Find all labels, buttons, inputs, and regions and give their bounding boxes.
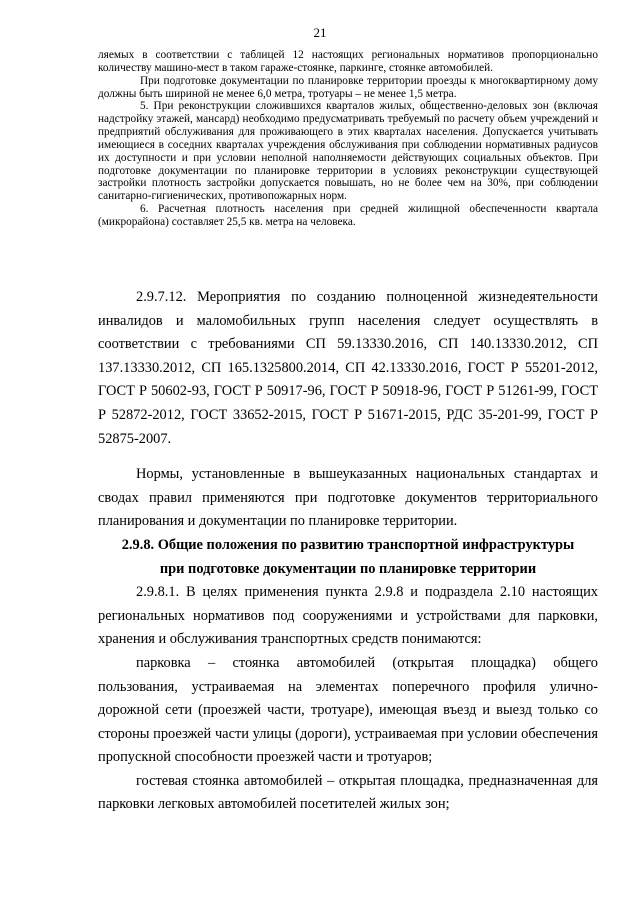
page-number: 21: [313, 25, 327, 40]
main-text: [98, 286, 598, 817]
note-5-reconstruction: 5. При реконструкции сложившихся кварталов жилых, общественно-деловых зон (включая надстройку этажей, мансард) необходимо предусматривать требуемый по расчету объем учреждений и предприятий обслуживания для проживающего в этих кварталах населения. Допускается учитывать имеющиеся в соседних кварталах учреждения обслуживания при соблюдении нормативных радиусов их доступности и при условии неполной наполняемости действующих социальных объектов. При подготовке документации по планировке территории в условиях реконструкции существующей застройки плотность застройки допускается повышать, но не более чем на 30%, при соблюдении санитарно-гигиенических, противопожарных норм.: [98, 100, 598, 203]
note-driveways: При подготовке документации по планировке территории проезды к многоквартирному дому должны быть шириной не менее 6,0 метра, тротуары – не менее 1,5 метра.: [98, 74, 598, 100]
paragraph-2-9-7-12: 2.9.7.12. Мероприятия по созданию полноценной жизнедеятельности инвалидов и маломобильных групп населения следует осуществлять в соответствии с требованиями СП 59.13330.2016, СП 140.13330.2012, СП 137.13330.2012, СП 165.1325800.2014, СП 42.13330.2016, ГОСТ Р 55201-2012, ГОСТ Р 50602-93, ГОСТ Р 50917-96, ГОСТ Р 50918-96, ГОСТ Р 51261-99, ГОСТ Р 52872-2012, ГОСТ 33652-2015, ГОСТ Р 51671-2015, РДС 35-201-99, ГОСТ Р 52875-2007.: [98, 289, 598, 447]
heading-line-1: 2.9.8. Общие положения по развитию транспортной инфраструктуры: [121, 536, 575, 553]
note-continuation: ляемых в соответствии с таблицей 12 настоящих региональных нормативов пропорционально количеству машино-мест в таком гараже-стоянке, паркинге, стоянке автомобилей.: [98, 49, 598, 74]
section-heading-2-9-8: [98, 534, 598, 581]
definition-guest-parking: гостевая стоянка автомобилей – открытая площадка, предназначенная для парковки легковых автомобилей посетителей жилых зон;: [98, 772, 598, 813]
definition-parking: парковка – стоянка автомобилей (открытая площадка) общего пользования, устраиваемая на элементах поперечного профиля улично-дорожной сети (проезжей части, тротуаре), имеющая въезд и выезд только со стороны проезжей части улицы (дороги), устраиваемая при условии обеспечения пропускной способности проезжей части и тротуаров;: [98, 654, 598, 766]
paragraph-norms: Нормы, установленные в вышеуказанных национальных стандартах и сводах правил применяются при подготовке документов территориального планирования и документации по планировке территории.: [98, 466, 598, 530]
heading-line-2: при подготовке документации по планировке территории: [159, 560, 537, 577]
table-notes: [98, 49, 598, 229]
paragraph-2-9-8-1: 2.9.8.1. В целях применения пункта 2.9.8 и подраздела 2.10 настоящих региональных нормативов под сооружениями и устройствами для парковки, хранения и обслуживания транспортных средств понимаются:: [98, 584, 598, 648]
note-6-density: 6. Расчетная плотность населения при средней жилищной обеспеченности квартала (микрорайона) составляет 25,5 кв. метра на человека.: [98, 203, 598, 228]
